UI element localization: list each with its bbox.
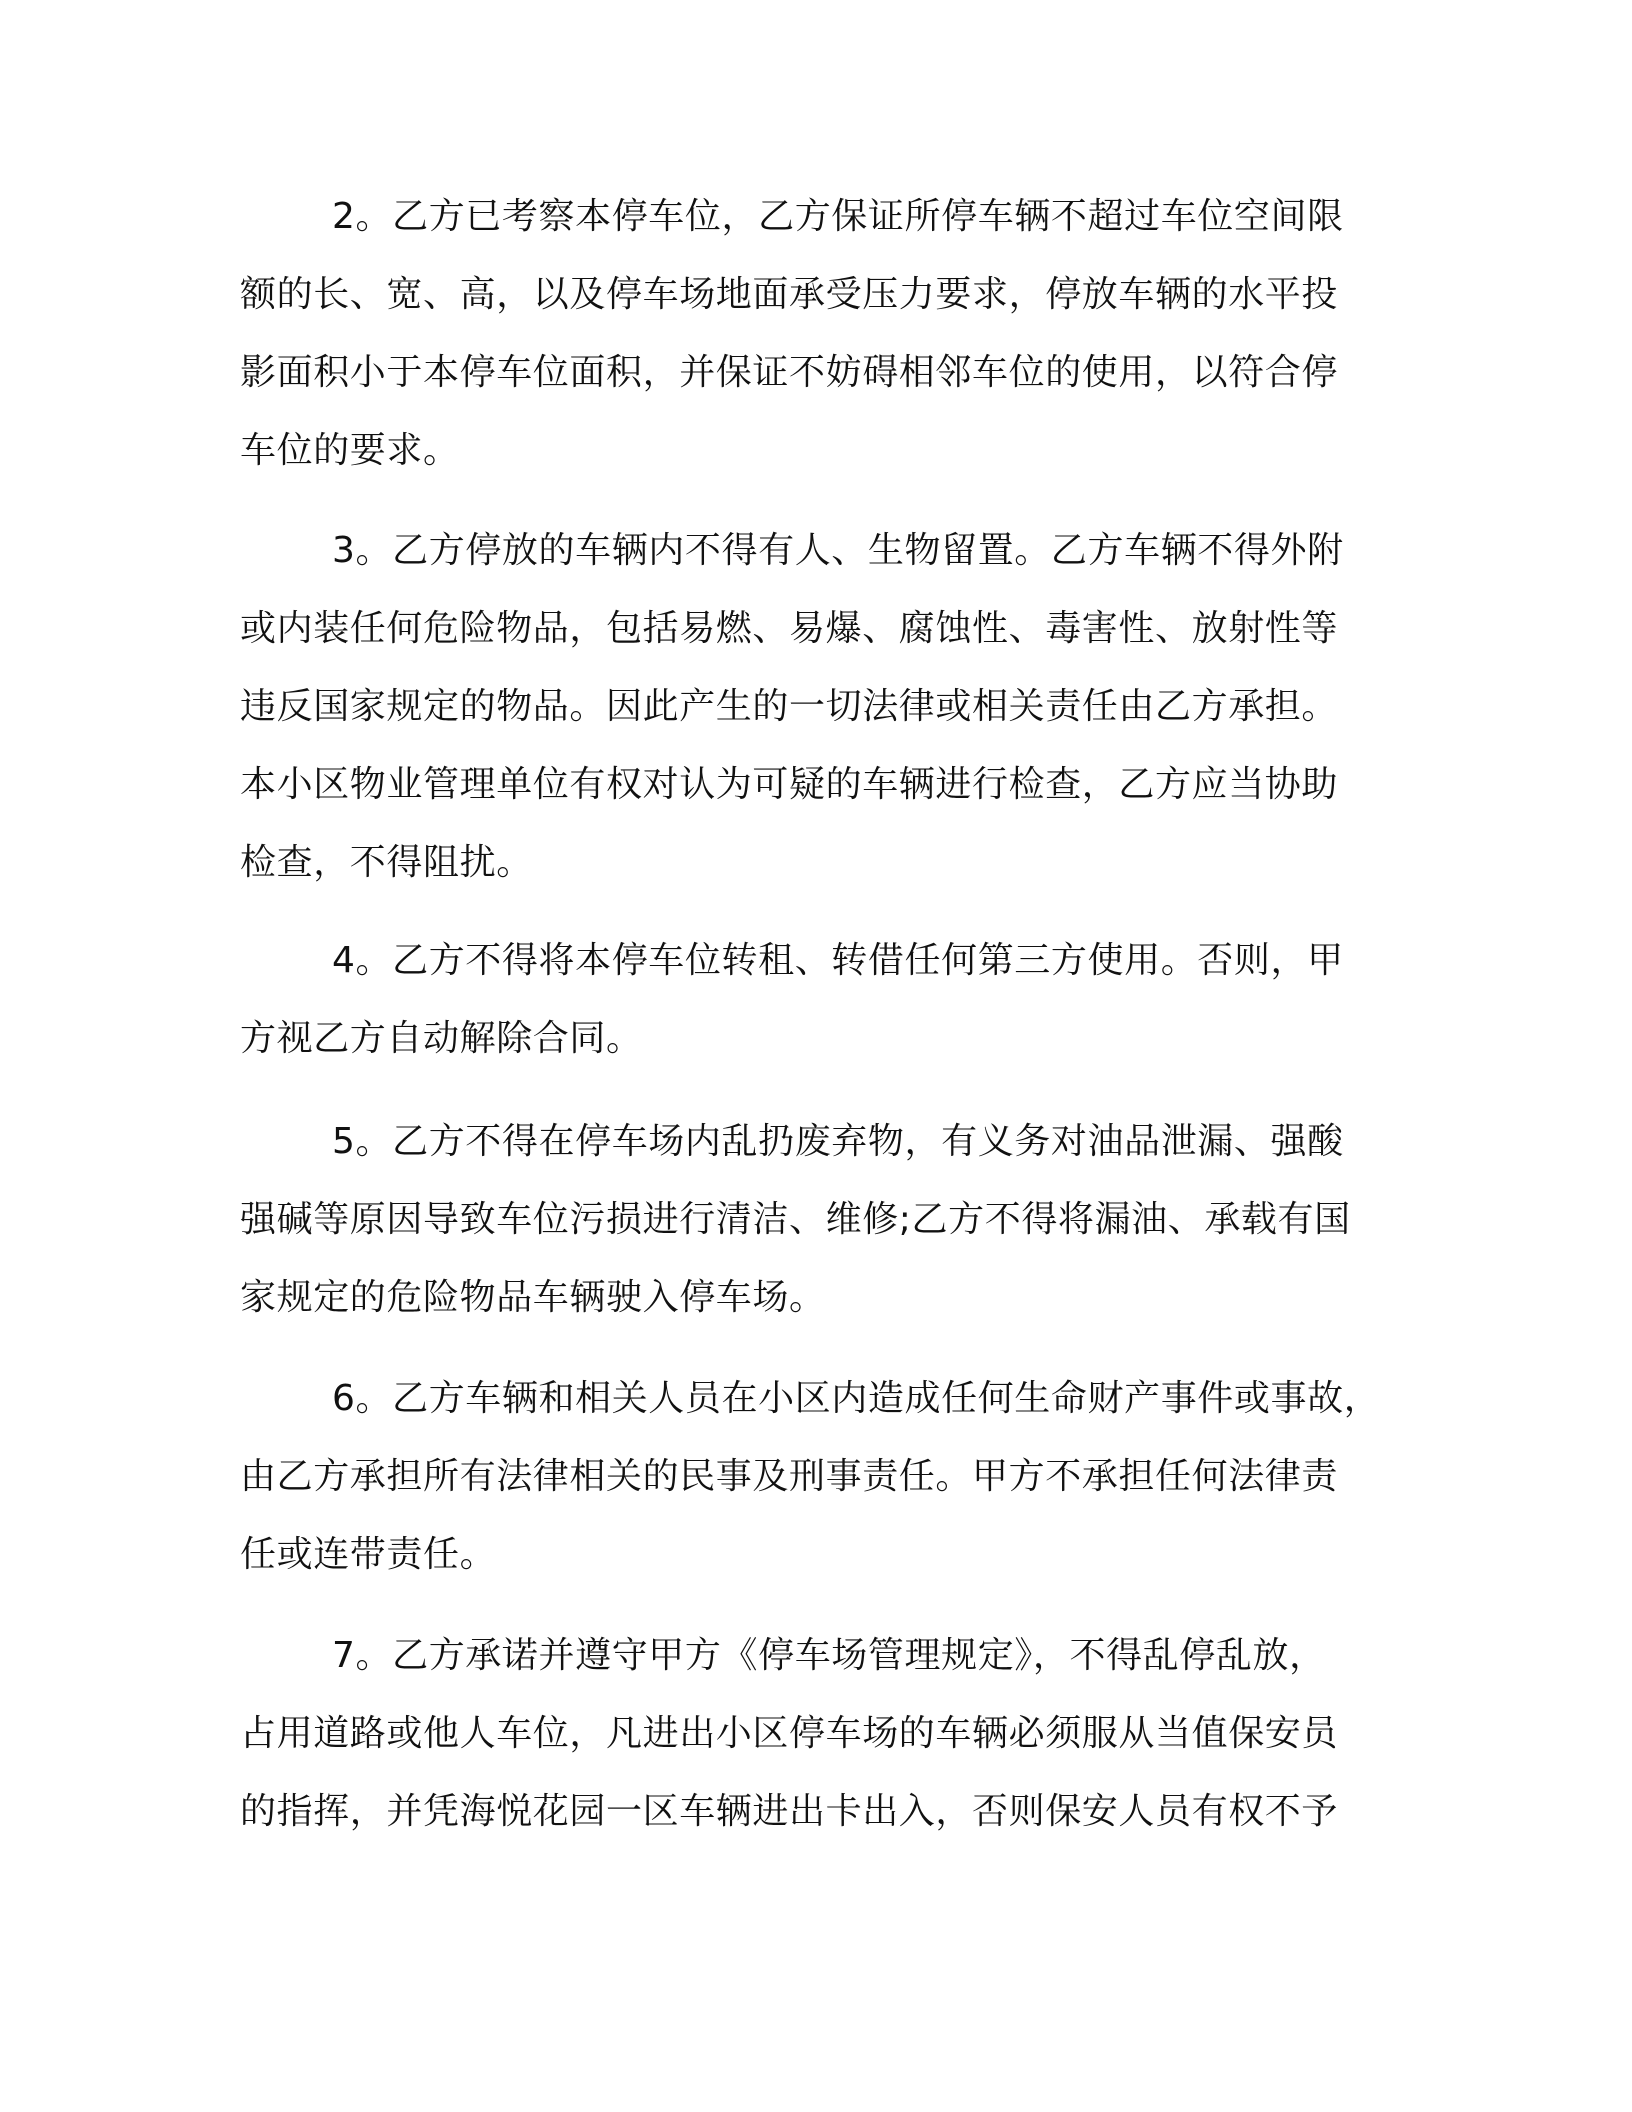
clause-line: 方视乙方自动解除合同。 [240, 1018, 643, 1059]
clause-2 [240, 178, 1370, 490]
clause-line: 车位的要求。 [240, 430, 460, 471]
clause-line: 强碱等原因导致车位污损进行清洁、维修;乙方不得将漏油、承载有国 [240, 1199, 1351, 1240]
clause-line: 4。乙方不得将本停车位转租、转借任何第三方使用。否则，甲 [332, 940, 1344, 981]
clause-3 [240, 512, 1370, 902]
clause-line: 的指挥，并凭海悦花园一区车辆进出卡出入，否则保安人员有权不予 [240, 1791, 1339, 1832]
clause-6 [240, 1360, 1381, 1594]
clause-line: 家规定的危险物品车辆驶入停车场。 [240, 1277, 826, 1318]
clause-line: 2。乙方已考察本停车位，乙方保证所停车辆不超过车位空间限 [332, 196, 1344, 237]
clause-line: 检查，不得阻扰。 [240, 842, 533, 883]
clause-line: 占用道路或他人车位，凡进出小区停车场的车辆必须服从当值保安员 [240, 1713, 1339, 1754]
clause-4 [240, 922, 1370, 1078]
clause-line: 7。乙方承诺并遵守甲方《停车场管理规定》，不得乱停乱放， [332, 1635, 1326, 1676]
clause-line: 5。乙方不得在停车场内乱扔废弃物，有义务对油品泄漏、强酸 [332, 1121, 1344, 1162]
clause-5 [240, 1103, 1370, 1337]
clause-line: 由乙方承担所有法律相关的民事及刑事责任。甲方不承担任何法律责 [240, 1456, 1339, 1497]
clause-line: 或内装任何危险物品，包括易燃、易爆、腐蚀性、毒害性、放射性等 [240, 608, 1339, 649]
clause-line: 本小区物业管理单位有权对认为可疑的车辆进行检查，乙方应当协助 [240, 764, 1339, 805]
clause-7 [240, 1617, 1370, 1851]
clause-line: 影面积小于本停车位面积，并保证不妨碍相邻车位的使用，以符合停 [240, 352, 1339, 393]
clause-line: 3。乙方停放的车辆内不得有人、生物留置。乙方车辆不得外附 [332, 530, 1344, 571]
clause-line: 违反国家规定的物品。因此产生的一切法律或相关责任由乙方承担。 [240, 686, 1339, 727]
clause-line: 6。乙方车辆和相关人员在小区内造成任何生命财产事件或事故， [332, 1378, 1381, 1419]
clause-line: 任或连带责任。 [240, 1534, 497, 1575]
clause-line: 额的长、宽、高，以及停车场地面承受压力要求，停放车辆的水平投 [240, 274, 1339, 315]
